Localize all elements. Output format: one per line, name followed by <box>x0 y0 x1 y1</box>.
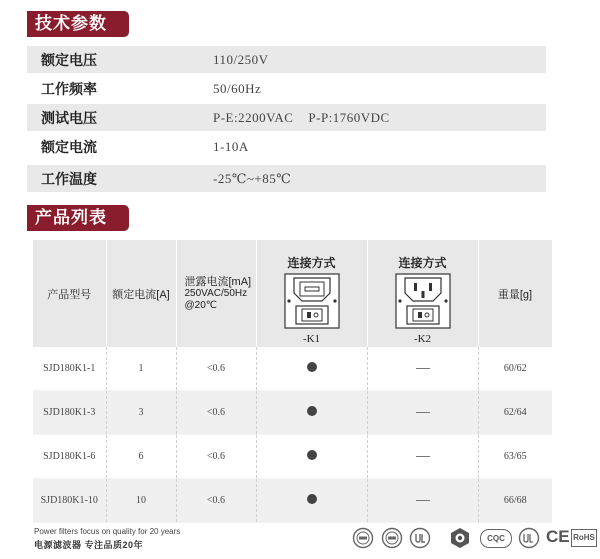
spec-row-voltage <box>27 46 546 73</box>
cell-leakage: <0.6 <box>176 391 256 435</box>
cell-current: 1 <box>106 347 176 391</box>
cell-weight: 63/65 <box>478 435 552 479</box>
header-current: 额定电流[A] <box>106 240 176 347</box>
not-available-dash-icon <box>416 500 430 501</box>
table-row <box>33 347 552 391</box>
cell-weight: 66/68 <box>478 479 552 523</box>
header-leakage-line3: @20℃ <box>184 299 218 311</box>
cell-weight: 60/62 <box>478 347 552 391</box>
spec-value: 110/250V <box>213 51 269 67</box>
header-connection-k1 <box>256 240 367 347</box>
rohs-icon: RoHS <box>571 529 597 547</box>
table-header-row <box>33 240 552 347</box>
spec-label: 额定电压 <box>41 51 97 68</box>
header-leakage <box>176 240 256 347</box>
spec-row-current <box>27 133 546 160</box>
spec-row-frequency <box>27 75 546 102</box>
spec-label: 工作温度 <box>41 170 97 187</box>
cell-weight: 62/64 <box>478 391 552 435</box>
cell-leakage: <0.6 <box>176 479 256 523</box>
cell-leakage: <0.6 <box>176 347 256 391</box>
cell-k1 <box>256 347 367 391</box>
spec-value: -25℃~+85℃ <box>213 170 292 186</box>
cqc-icon: CQC <box>480 529 512 548</box>
table-row <box>33 479 552 523</box>
iec-switch-fuse-k1-icon <box>284 273 340 329</box>
available-dot-icon <box>307 450 317 460</box>
header-connection-k2 <box>367 240 478 347</box>
cell-current: 6 <box>106 435 176 479</box>
cqc-mark-icon <box>449 527 471 549</box>
tuv-icon <box>352 527 374 549</box>
table-row <box>33 435 552 479</box>
cell-k2 <box>367 391 478 435</box>
footer-slogan-en: Power filters focus on quality for 20 years <box>34 527 181 536</box>
spec-row-temperature <box>27 165 546 192</box>
spec-label: 额定电流 <box>41 138 97 155</box>
table-row <box>33 391 552 435</box>
iec-switch-k2-icon <box>395 273 451 329</box>
ul-cert-icon <box>518 527 540 549</box>
product-table <box>33 240 553 523</box>
cell-model: SJD180K1-10 <box>33 479 106 523</box>
cell-model: SJD180K1-6 <box>33 435 106 479</box>
spec-row-test-voltage <box>27 104 546 131</box>
cell-current: 3 <box>106 391 176 435</box>
conn-k1-suffix: -K1 <box>302 333 321 345</box>
cell-k2 <box>367 347 478 391</box>
ul-icon <box>409 527 431 549</box>
cell-model: SJD180K1-3 <box>33 391 106 435</box>
spec-value: 50/60Hz <box>213 80 262 96</box>
cell-k2 <box>367 435 478 479</box>
spec-label: 测试电压 <box>41 109 97 126</box>
tuv-icon <box>381 527 403 549</box>
cell-k1 <box>256 479 367 523</box>
ce-icon: CE <box>546 527 570 546</box>
not-available-dash-icon <box>416 412 430 413</box>
specs-title: 技术参数 <box>27 11 129 37</box>
cell-leakage: <0.6 <box>176 435 256 479</box>
header-leakage-line1: 泄露电流[mA] <box>184 275 252 288</box>
available-dot-icon <box>307 362 317 372</box>
cell-k1 <box>256 391 367 435</box>
available-dot-icon <box>307 406 317 416</box>
header-model: 产品型号 <box>33 240 106 347</box>
header-leakage-line2: 250VAC/50Hz <box>184 287 248 299</box>
header-weight: 重量[g] <box>478 240 552 347</box>
available-dot-icon <box>307 494 317 504</box>
products-title: 产品列表 <box>27 205 129 231</box>
footer-slogan-cn: 电源滤波器 专注品质20年 <box>34 540 144 550</box>
cell-model: SJD180K1-1 <box>33 347 106 391</box>
spec-value: 1-10A <box>213 138 249 154</box>
spec-label: 工作频率 <box>41 80 97 97</box>
cell-current: 10 <box>106 479 176 523</box>
not-available-dash-icon <box>416 368 430 369</box>
conn-k2-suffix: -K2 <box>413 333 432 345</box>
cell-k2 <box>367 479 478 523</box>
spec-value: P-E:2200VAC P-P:1760VDC <box>213 109 390 125</box>
cell-k1 <box>256 435 367 479</box>
not-available-dash-icon <box>416 456 430 457</box>
conn-k2-title: 连接方式 <box>398 256 447 270</box>
conn-k1-title: 连接方式 <box>287 256 336 270</box>
